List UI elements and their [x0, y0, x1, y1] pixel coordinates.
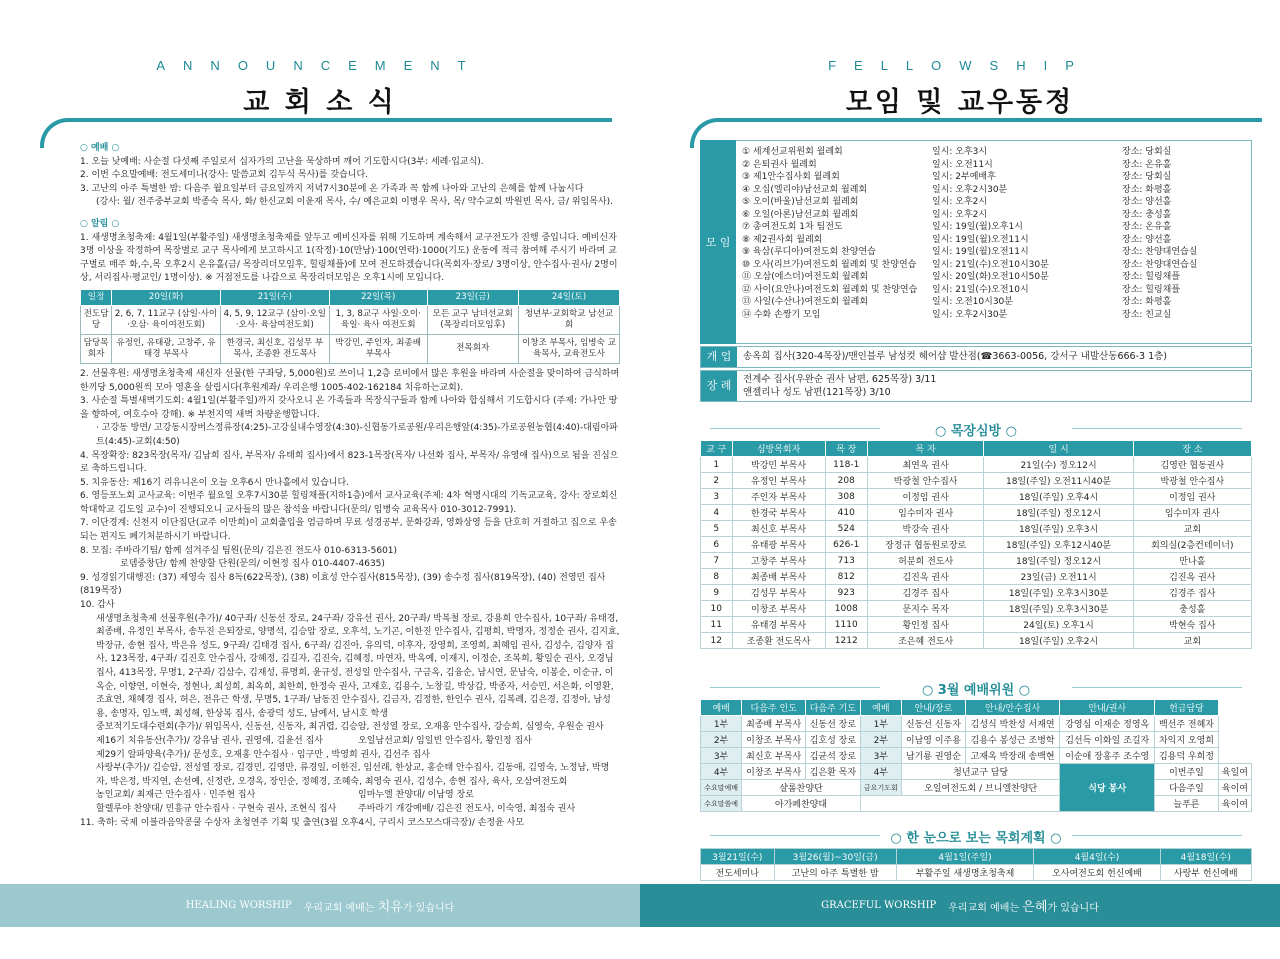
meeting-row [742, 284, 1272, 297]
item-a3b: · 고강동 방면/ 고강동시장버스정류장(4:25)-고강실내수영장(4:30)-신협동가로공원/우리은행앞(4:35)-가로공원농협(4:40)-대림아파트(4:45)-교회(4:50) [96, 423, 618, 447]
thanks-t4: 제29기 알파양육(추가)/ 문성호, 오재홍 안수집사 · 임구만 , 박영희 권사, 김선주 집사 [96, 749, 430, 760]
funeral-text [701, 371, 1251, 402]
visit-cell: 박강민 부목사 [732, 457, 825, 473]
item-a6: 6. 영등포노회 교사교육: 이번주 월요일 오후7시30분 힐링채플(지하1층)에서 교사교육(주제: 4차 혁명시대의 기독교교육, 강사: 장로회신학대학교 김도일 교수)이 진행되오니 교사들의 많은 참석을 바랍니다(문의/ 임병숙 교육목사 010-3012-7991). [80, 491, 618, 515]
worship-cell: 최종배 부목사 [742, 716, 806, 732]
visit-cell: 임수미자 권사 [867, 505, 984, 521]
evangelism-schedule-table [80, 289, 620, 364]
visit-cell: 조은혜 전도사 [867, 633, 984, 649]
sched-head: 23일(금) [427, 289, 518, 305]
meeting-cell: 일시: 오후3시 [932, 147, 988, 157]
worship-cell: 김선득 이화일 조길자 [1060, 732, 1155, 748]
worship-cell: 아가페찬양대 [742, 796, 860, 812]
worship-row [701, 748, 1252, 764]
worship-cell [860, 796, 1060, 812]
visit-row [701, 489, 1252, 505]
worship-cell: 이남영 이주용 [901, 732, 965, 748]
fellowship-eyebrow: FELLOWSHIP [828, 58, 1092, 73]
plan-event: 오사여전도회 헌신예배 [1034, 865, 1160, 881]
meeting-cell: 장소: 양선홀 [1122, 234, 1172, 245]
thanks-t7 [80, 803, 620, 817]
announcement-eyebrow: ANNOUNCEMENT [156, 58, 484, 73]
item-a2: 2. 선물후원: 새생명초청축제 새신자 선물(한 구좌당, 5,000원)로 쓰이니 1,2층 로비에서 많은 후원을 바라며 사순절을 맞이하여 금식하며 한끼당 5,000원씩 모아 영혼을 살립시다(후원계좌/ 우리은행 1005-402-162184 치유하는교회). [80, 368, 620, 393]
visit-cell: 교회 [1133, 633, 1251, 649]
item-w3: 3. 고난의 아주 특별한 밤: 다음주 월요일부터 금요일까지 저녁7시30분에 온 가족과 꼭 함께 나아와 고난의 은혜를 함께 나눕시다 [80, 183, 584, 194]
visit-cell: 118-1 [825, 457, 867, 473]
visit-cell: 김성무 부목사 [732, 585, 825, 601]
thanks-t1: 새생명초청축제 선물후원(추가)/ 40구좌/ 신동선 장로, 24구좌/ 강유선 권사, 20구좌/ 박복철 장로, 강용희 안수집사, 10구좌/ 유태경, 최종배, 유정인 부목사, 송두진 은퇴장로, 양명석, 김승암 장로, 오후석, 노기곤, 이한진 안수집사, 김평희, 박명자, 정정순 권사, 김지효, 박장규, 송현 집사, 박은유 성도, 9구좌/ 김태경 집사, 6구좌/ 김진아, 유의덕, 이후자, 장영희, 조영희, 최혜임 권사, 김성수, 김양자 집사, 123목장, 4구좌/ 김진호 안수집사, 강혜정, 김길자, 김진숙, 김혜정, 마연자, 박옥예, 이재지, 이정순, 조복희, 황일순 권사, 오경님 집사, 413목장, 무명1, 2구좌/ 김삼수, 김재성, 류명희, 윤규성, 전성일 안수집사, 구금옥, 김융순, 남시연, 문남숙, 이봉순, 이순규, 이옥순, 이향연, 이현숙, 정현나, 최성희, 최옥희, 최한희, 한정숙 권사, 고재호, 김용수, 노창길, 박상갑, 박종자, 서승민, 서은화, 이영환, 조효연, 채혜경 집사, 허은, 전유근 학생, 무명5, 1구좌/ 남동진 안수집사, 김금자, 김정한, 한인수 권사, 김복례, 김은경, 김정아, 남성용, 송명자, 임노백, 최성해, 한상복 집사, 송광덕 성도, 남예서, 남시호 학생 [96, 613, 620, 719]
visit-cell: 1008 [825, 601, 867, 617]
meal-cell: 늘푸른 [1155, 796, 1219, 812]
visit-row [701, 537, 1252, 553]
worship-cell: 2부 [701, 732, 742, 748]
meeting-cell: 일시: 21일(수)오전10시30분 [932, 259, 1049, 270]
item-w1: 1. 오늘 낮예배: 사순절 다섯째 주일로서 십자가의 고난을 묵상하며 깨어 기도합시다(3부: 세례·입교식). [80, 156, 484, 167]
visit-cell: 만나홀 [1133, 553, 1251, 569]
meeting-cell: 장소: 화평홀 [1122, 184, 1172, 195]
worship-cell: 2부 [860, 732, 901, 748]
visit-cell: 713 [825, 553, 867, 569]
thanks-t5: 사랑부(추가)/ 김승암, 전성열 장로, 김경민, 김영만, 류경일, 이한진, 임선래, 한상교, 홍순태 안수집사, 김동애, 김영숙, 노정남, 박명자, 박은정, 박지연, 손선예, 신정란, 오경옥, 장인순, 정혜경, 조혜숙, 최영숙 권사, 김성수, 송현 집사, 육사, 오삼여전도회 [96, 763, 610, 787]
thanks-t6a: 농인교회/ 최재근 안수집사 · 민주현 집사 [96, 790, 256, 801]
meeting-cell: 일시: 오후2시30분 [932, 184, 1008, 195]
footer-label: GRACEFUL WORSHIP [821, 900, 937, 911]
worship-col-header: 예배 [701, 700, 742, 716]
visit-cell: 923 [825, 585, 867, 601]
footer-highlight: 치유 [377, 900, 403, 915]
thanks-t7b: 주바라기 개강예배/ 김은진 전도사, 이숙영, 최점숙 권사 [358, 803, 576, 814]
visit-col-header: 장 소 [1133, 441, 1251, 457]
meeting-cell: ⑤ 오이(바울)남선교회 월례회 [742, 197, 859, 207]
visit-heading: ○ 목장심방 ○ [700, 420, 1252, 439]
visit-cell: 박광철 안수집사 [1133, 473, 1251, 489]
meeting-cell: 장소: 찬양대연습실 [1122, 247, 1198, 257]
worship-cell: 김은환 목자 [806, 764, 861, 780]
meeting-row [742, 296, 1272, 309]
meeting-cell: 장소: 힐링채플 [1122, 272, 1181, 282]
visit-col-header: 목 자 [867, 441, 984, 457]
meeting-cell: ② 은퇴권사 월례회 [742, 159, 817, 170]
sched-cell: 이창조 부목사, 임병숙 교육목사, 교육전도사 [518, 334, 619, 363]
meeting-cell: 장소: 힐링채플 [1122, 284, 1181, 295]
meeting-row [742, 271, 1272, 284]
visit-col-header: 목 장 [825, 441, 867, 457]
meeting-cell: 일시: 오전11시 [932, 159, 993, 170]
visit-cell: 문지수 목자 [867, 601, 984, 617]
item-a4: 4. 목장확장: 823목장(목자/ 김남희 집사, 부목자/ 유태희 집사)에서 823-1목장(목자/ 나선화 집사, 부목자/ 유영애 집사)으로 됨을 진심으로 축하드립니다. [80, 450, 619, 475]
meeting-cell: 장소: 온유홀 [1122, 222, 1172, 232]
visit-cell: 626-1 [825, 537, 867, 553]
visit-cell: 황인정 집사 [867, 617, 984, 633]
worship-cell: 강영심 이재순 정영옥 [1060, 716, 1155, 732]
meeting-cell: ⑩ 오사(리브가)여전도회 월례회 및 찬양연습 [742, 259, 917, 270]
meeting-cell: ④ 오십(엘리야)남선교회 월례회 [742, 184, 868, 195]
footer-highlight: 은혜 [1022, 900, 1048, 915]
worship-cell: 금요기도회 [860, 780, 901, 796]
meeting-cell: 장소: 당회실 [1122, 172, 1172, 182]
visit-cell: 10 [701, 601, 733, 617]
visit-cell: 18일(주일) 오후3시30분 [984, 585, 1133, 601]
worship-cell: 최신호 부목사 [742, 748, 806, 764]
meeting-cell: ⑬ 사일(수산나)여전도회 월례회 [742, 297, 869, 307]
meal-cell: 육이여 [1218, 796, 1251, 812]
left-footer [0, 884, 640, 927]
visit-cell: 24일(토) 오후1시 [984, 617, 1133, 633]
visit-cell: 이정임 권사 [867, 489, 984, 505]
visit-cell: 1212 [825, 633, 867, 649]
worship-cell: 김균석 장로 [806, 748, 861, 764]
item-a11: 11. 축하: 국제 이블라음악콩쿨 수상자 초청연주 기획 및 출연(3월 오후4시, 구리시 코스모스대극장)/ 손정윤 사모 [80, 817, 525, 828]
opening-box [700, 346, 1252, 368]
thanks-t6 [80, 789, 620, 803]
visit-cell: 3 [701, 489, 733, 505]
visit-cell: 18일(주일) 오후2시 [984, 633, 1133, 649]
meeting-row [742, 184, 1272, 197]
meeting-row [742, 146, 1272, 159]
meeting-list [742, 146, 1272, 321]
meeting-row [742, 159, 1272, 172]
visit-cell: 308 [825, 489, 867, 505]
meeting-cell: ⑦ 총여전도회 1차 팀전도 [742, 222, 843, 232]
meeting-cell: 일시: 19일(월)오후1시 [932, 222, 1023, 232]
plan-date: 4월1일(주일) [896, 849, 1034, 865]
worship-row [701, 716, 1252, 732]
meal-cell: 육이여 [1218, 780, 1251, 796]
thanks-t3b: 오일남선교회/ 임일빈 안수집사, 황인정 집사 [358, 735, 532, 746]
visit-cell: 8 [701, 569, 733, 585]
visit-table [700, 440, 1252, 649]
visit-cell: 박광철 안수집사 [867, 473, 984, 489]
visit-cell: 김영란 협동권사 [1133, 457, 1251, 473]
section-notice: ○ 알림 ○ [80, 218, 120, 229]
visit-cell: 회의실(2층컨테이너) [1133, 537, 1251, 553]
worship-cell: 이순애 장홍주 조수영 [1060, 748, 1155, 764]
visit-col-header: 일 시 [984, 441, 1133, 457]
worship-cell: 고재옥 박장래 송백현 [965, 748, 1060, 764]
meeting-cell: 일시: 20일(화)오전10시50분 [932, 272, 1049, 282]
sched-cell: 박강민, 주인자, 최종배 부목사 [329, 334, 427, 363]
visit-cell: 208 [825, 473, 867, 489]
sched-cell: 유정인, 유태광, 고창주, 유태경 부목사 [112, 334, 221, 363]
visit-cell: 524 [825, 521, 867, 537]
visit-cell: 김경주 집사 [867, 585, 984, 601]
worship-cell: 차익지 오영희 [1155, 732, 1219, 748]
meeting-row [742, 196, 1272, 209]
item-a1: 1. 새생명초청축제: 4월1일(부활주일) 새생명초청축제를 앞두고 예비신자를 위해 기도하며 계속해서 교구전도가 진행 중입니다. 예비신자 3명 이상을 작정하여 목장별로 교구 목사에게 보고하시고 1(작정)·10(만남)·100(연락)·1000(기도) 운동에 적극 참여해 주시기 바라며 교구별로 매주 화,수,목 오후2시 온유홀(금/ 목장리더모임후, 힐링채플)에 모여 전도하겠습니다(목회자·장로/ 3명이상, 안수집사·권사/ 2명이상, 서리집사·평교인/ 1명이상). ※ 거점전도를 나갑으로 목장리더모임은 오후1시에 모입니다. [80, 232, 618, 284]
visit-cell: 김진옥 권사 [867, 569, 984, 585]
visit-cell: 조종환 전도목사 [732, 633, 825, 649]
visit-col-header: 심방목회자 [732, 441, 825, 457]
visit-cell: 박현숙 집사 [1133, 617, 1251, 633]
sched-cell: 1, 3, 8교구 사일·오이·육일· 육사 여전도회 [329, 305, 427, 334]
worship-cell: 신동선 장로 [806, 716, 861, 732]
sched-cell: 2, 6, 7, 11교구 (삼일·사이·오삼· 육이여전도회) [112, 305, 221, 334]
sched-cell: 전목회자 [427, 334, 518, 363]
sched-head: 24일(토) [518, 289, 619, 305]
visit-cell: 허분희 전도사 [867, 553, 984, 569]
visit-row [701, 505, 1252, 521]
worship-cell: 1부 [860, 716, 901, 732]
meeting-cell: ⑧ 제2권사회 월례회 [742, 234, 823, 245]
visit-cell: 12 [701, 633, 733, 649]
visit-col-header: 교 구 [701, 441, 733, 457]
footer-text-a: 우리교회 예배는 [948, 903, 1020, 914]
meeting-cell: ⑥ 오일(아론)남선교회 월례회 [742, 209, 859, 220]
visit-cell: 이정임 권사 [1133, 489, 1251, 505]
worship-col-header: 다음주 기도 [806, 700, 861, 716]
visit-row [701, 569, 1252, 585]
meeting-cell: 일시: 오전10시30분 [932, 297, 1013, 307]
item-a10: 10. 감사 [80, 600, 115, 611]
visit-cell: 충성홀 [1133, 601, 1251, 617]
thanks-t3a: 제16기 치유동산(추가)/ 강유남 권사, 권영애, 김윤선 집사 [96, 735, 323, 746]
plan-table [700, 848, 1252, 881]
visit-cell: 교회 [1133, 521, 1251, 537]
visit-cell: 유태경 부목사 [732, 617, 825, 633]
visit-row [701, 633, 1252, 649]
meeting-cell: ⑪ 오삼(에스더)여전도회 월례회 [742, 272, 869, 282]
visit-row [701, 457, 1252, 473]
meeting-cell: 장소: 찬양대연습실 [1122, 259, 1198, 270]
sched-cell: 담당목회자 [81, 334, 112, 363]
meeting-row [742, 209, 1272, 222]
visit-cell: 410 [825, 505, 867, 521]
worship-cell: 수요말예배 [701, 780, 742, 796]
meeting-cell: 일시: 21일(수)오전10시 [932, 284, 1029, 295]
visit-cell: 최신호 부목사 [732, 521, 825, 537]
plan-heading: ○ 한 눈으로 보는 목회계획 ○ [700, 827, 1252, 846]
worship-row [701, 796, 1252, 812]
meeting-row [742, 246, 1272, 259]
meeting-cell: 장소: 화평홀 [1122, 297, 1172, 307]
worship-cell: 이창조 부목사 [742, 732, 806, 748]
meeting-cell: 장소: 충성홀 [1122, 209, 1172, 220]
worship-col-header: 헌금담당 [1155, 700, 1219, 716]
visit-cell: 임수미자 권사 [1133, 505, 1251, 521]
sched-cell: 모든 교구 남녀선교회 (목장리더모임후) [427, 305, 518, 334]
meeting-cell: 장소: 친교실 [1122, 309, 1172, 320]
item-a9: 9. 성경읽기대행진: (37) 제영숙 집사 8독(622목장), (38) 이효성 안수집사(815목장), (39) 송수정 집사(819목장), (40) 전영민 집사(819목장) [80, 572, 606, 597]
meeting-cell: 일시: 오후2시 [932, 209, 988, 220]
visit-cell: 18일(주일) 오후3시30분 [984, 601, 1133, 617]
meeting-row [742, 309, 1272, 322]
meeting-cell: ⑫ 사이(요안나)여전도회 월례회 및 찬양연습 [742, 284, 918, 295]
opening-text: 송옥희 집사(320-4목장)/맨인블루 남성컷 헤어샵 발산점(☎3663-0056, 강서구 내발산동666-3 1층) [743, 351, 1168, 362]
announcement-body [80, 140, 620, 830]
footer-text-b: 가 있습니다 [402, 903, 455, 914]
visit-cell: 812 [825, 569, 867, 585]
funeral-label: 장 례 [701, 371, 737, 401]
meeting-row [742, 171, 1272, 184]
visit-cell: 4 [701, 505, 733, 521]
plan-event: 고난의 아주 특별한 밤 [774, 865, 896, 881]
visit-cell: 5 [701, 521, 733, 537]
meeting-cell: ⑨ 육삼(루디아)여전도회 찬양연습 [742, 247, 876, 257]
visit-row [701, 601, 1252, 617]
worship-row [701, 764, 1252, 780]
worship-col-header: 다음주 인도 [742, 700, 806, 716]
visit-cell: 최연옥 권사 [867, 457, 984, 473]
meeting-cell: ⑭ 수화 손짱기 모임 [742, 309, 821, 320]
item-a3: 3. 사순절 특별새벽기도회: 4월1일(부활주일)까지 갖사오니 온 가족들과 목장식구들과 함께 나아와 합심해서 기도합시다 (주제: 가나안 땅을 향하여, 여호수아 강해). ※ 부천지역 새벽 차량운행합니다. [80, 396, 618, 420]
right-footer [640, 884, 1280, 927]
worship-col-header: 안내/권사 [1060, 700, 1155, 716]
thanks-t3 [80, 735, 620, 749]
sched-cell: 한경국, 최신호, 김성무 부목사, 조종환 전도목사 [220, 334, 329, 363]
item-w3b: (강사: 월/ 전주중부교회 박종숙 목사, 화/ 한신교회 이윤재 목사, 수/ 예은교회 이병우 목사, 목/ 약수교회 박원빈 목사, 금/ 위임목사). [96, 197, 614, 208]
meeting-cell: ① 세계선교위원회 월례회 [742, 147, 843, 157]
visit-cell: 김진옥 권사 [1133, 569, 1251, 585]
meeting-cell: 일시: 오후2시30분 [932, 309, 1008, 320]
worship-cell: 남기룡 권영순 [901, 748, 965, 764]
meeting-row [742, 234, 1272, 247]
visit-cell: 18일(주일) 정오12시 [984, 553, 1133, 569]
worship-cell: 4부 [860, 764, 901, 780]
worship-row [701, 732, 1252, 748]
meal-cell: 다음주일 [1155, 780, 1219, 796]
plan-event: 부활주일 새생명초청축제 [896, 865, 1034, 881]
visit-row [701, 585, 1252, 601]
sched-head: 22일(목) [329, 289, 427, 305]
worship-col-header: 안내/안수집사 [965, 700, 1060, 716]
visit-cell: 장정규 협동원로장로 [867, 537, 984, 553]
visit-cell: 11 [701, 617, 733, 633]
worship-cell: 신동선 신동자 [901, 716, 965, 732]
worship-cell: 수요말씀예 [701, 796, 742, 812]
meeting-row [742, 221, 1272, 234]
meeting-cell: 일시: 19일(월)오전11시 [932, 234, 1029, 245]
plan-date: 4월4일(수) [1034, 849, 1160, 865]
opening-label: 개 업 [701, 347, 737, 367]
visit-cell: 9 [701, 585, 733, 601]
meeting-cell: ③ 제1안수집사회 월례회 [742, 172, 840, 182]
visit-cell: 2 [701, 473, 733, 489]
worship-cell: 김용덕 우희정 [1155, 748, 1219, 764]
visit-cell: 박강숙 권사 [867, 521, 984, 537]
plan-event: 사랑부 헌신예배 [1160, 865, 1251, 881]
meeting-label: 모 임 [700, 140, 736, 344]
sched-cell: 전도담당 [81, 305, 112, 334]
footer-text [948, 896, 1099, 915]
visit-cell: 18일(주일) 정오12시 [984, 505, 1133, 521]
meal-cell: 육일여 [1218, 764, 1251, 780]
visit-cell: 이창조 부목사 [732, 601, 825, 617]
plan-event: 전도세미나 [701, 865, 775, 881]
footer-label: HEALING WORSHIP [185, 900, 292, 911]
visit-row [701, 473, 1252, 489]
footer-text [304, 896, 455, 915]
worship-cell: 김호성 장로 [806, 732, 861, 748]
worship-cell: 4부 [701, 764, 742, 780]
worship-heading: ○ 3월 예배위원 ○ [700, 679, 1252, 698]
item-a5: 5. 치유동산: 제16기 리유니온이 오늘 오후6시 만나홀에서 있습니다. [80, 477, 350, 488]
visit-cell: 7 [701, 553, 733, 569]
worship-col-header: 안내/장로 [901, 700, 965, 716]
worship-cell: 3부 [701, 748, 742, 764]
meeting-cell: 일시: 19일(월)오전11시 [932, 247, 1029, 257]
visit-cell: 유정인 부목사 [732, 473, 825, 489]
visit-cell: 6 [701, 537, 733, 553]
thanks-t2: 중보적기도대수련회(추가)/ 위임목사, 신동선, 신동자, 최귀렵, 김승암, 전성열 장로, 오재홍 안수집사, 강승희, 심영숙, 우원순 권사 [96, 722, 604, 733]
plan-date: 3월26(월)~30일(금) [774, 849, 896, 865]
visit-cell: 18일(주일) 오후4시 [984, 489, 1133, 505]
item-a7: 7. 이단경계: 신천지 이단집단(교주 이만희)이 교회출입을 엄금하며 무료 성경공부, 문화강좌, 영화상영 등을 단호히 거절하고 집으로 우송되는 편지도 폐기처분하시기 바랍니다. [80, 518, 617, 543]
worship-cell: 청년교구 담당 [901, 764, 1059, 780]
item-a8b: 로뎀중창단/ 함께 찬양할 단원(문의/ 이현정 집사 010-4407-4635) [120, 559, 385, 570]
meeting-cell: 일시: 오후2시 [932, 197, 988, 207]
visit-cell: 21일(수) 정오12시 [984, 457, 1133, 473]
worship-cell: 오일여전도회 / 브니엘찬양단 [901, 780, 1059, 796]
meal-cell: 이번주일 [1155, 764, 1219, 780]
meeting-cell: 장소: 당회실 [1122, 147, 1172, 157]
worship-row [701, 780, 1252, 796]
fellowship-title: 모임 및 교우동정 [845, 87, 1075, 118]
item-a8: 8. 모집: 주바라기팀/ 함께 섬겨주실 팀원(문의/ 김은진 전도사 010-6313-5601) [80, 545, 398, 556]
sched-head: 일정 [81, 289, 112, 305]
worship-cell: 이창조 부목사 [742, 764, 806, 780]
funeral-item: 전계수 집사(우완순 권사 남편, 625목장) 3/11 [743, 374, 937, 385]
worship-cell: 3부 [860, 748, 901, 764]
worship-table [700, 699, 1252, 812]
visit-row [701, 617, 1252, 633]
worship-cell: 1부 [701, 716, 742, 732]
visit-cell: 23일(금) 오전11시 [984, 569, 1133, 585]
visit-cell: 1110 [825, 617, 867, 633]
thanks-t6b: 임마누엘 찬양대/ 이남영 장로 [358, 790, 474, 801]
footer-text-b: 가 있습니다 [1047, 903, 1099, 914]
meeting-cell: 장소: 온유홀 [1122, 159, 1172, 170]
visit-cell: 김경주 집사 [1133, 585, 1251, 601]
funeral-item: 앤젤리나 성도 남편(121목장) 3/10 [743, 387, 891, 398]
visit-row [701, 553, 1252, 569]
worship-cell: 샬롬찬양단 [742, 780, 860, 796]
plan-date: 4월18일(수) [1160, 849, 1251, 865]
item-w2: 2. 이번 수요말예배: 전도세미나(강사: 말씀교회 김두식 목사)를 갖습니다. [80, 170, 368, 181]
sched-head: 20일(화) [112, 289, 221, 305]
meeting-row [742, 259, 1272, 272]
footer-text-a: 우리교회 예배는 [303, 903, 375, 914]
visit-row [701, 521, 1252, 537]
meeting-cell: 일시: 2부예배후 [932, 172, 996, 182]
visit-cell: 1 [701, 457, 733, 473]
visit-cell: 유태광 부목사 [732, 537, 825, 553]
funeral-box [700, 370, 1252, 402]
worship-col-header: 예배 [860, 700, 901, 716]
visit-cell: 최종배 부목사 [732, 569, 825, 585]
section-worship: ○ 예배 ○ [80, 143, 120, 153]
sched-cell: 4, 5, 9, 12교구 (삼이·오일·오사· 육삼여전도회) [220, 305, 329, 334]
visit-cell: 18일(주일) 오후12시40분 [984, 537, 1133, 553]
worship-cell: 김성식 박찬성 서재연 [965, 716, 1060, 732]
meeting-cell: 장소: 양선홀 [1122, 197, 1172, 207]
visit-cell: 한경국 부목사 [732, 505, 825, 521]
visit-cell: 고창주 부목사 [732, 553, 825, 569]
visit-cell: 18일(주일) 오전11시40분 [984, 473, 1133, 489]
visit-cell: 18일(주일) 오후3시 [984, 521, 1133, 537]
worship-cell: 김용수 봉성근 조병학 [965, 732, 1060, 748]
meal-label: 식당 봉사 [1060, 764, 1155, 812]
worship-cell: 백선주 전혜자 [1155, 716, 1219, 732]
announcement-title: 교 회 소 식 [243, 87, 397, 118]
sched-head: 21일(수) [220, 289, 329, 305]
thanks-t7a: 할렐루야 찬양대/ 민흥규 안수집사 · 구현숙 권사, 조현식 집사 [96, 803, 337, 814]
sched-cell: 청년부·교회학교 남선교회 [518, 305, 619, 334]
plan-date: 3월21일(수) [701, 849, 775, 865]
visit-cell: 주인자 부목사 [732, 489, 825, 505]
